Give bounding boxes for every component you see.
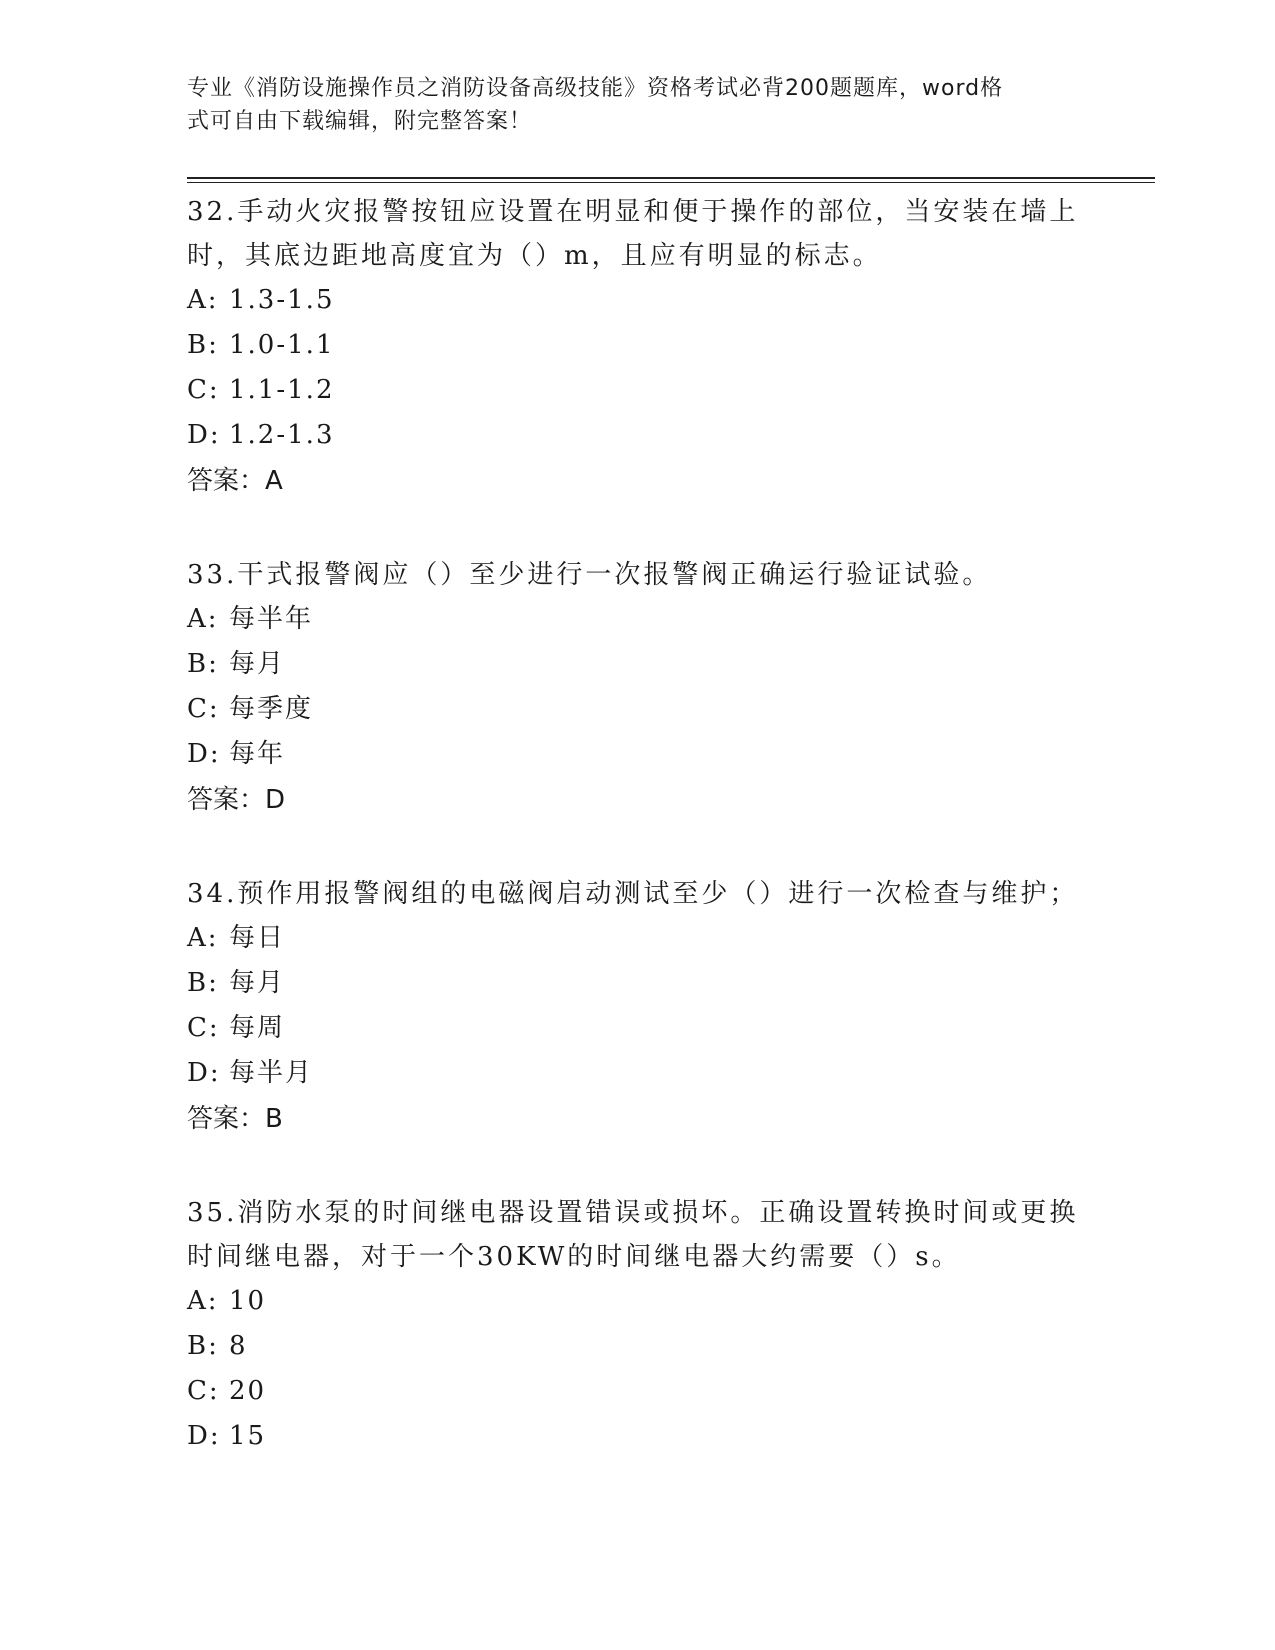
option-b [187,1324,1087,1369]
option-letter: A: [187,1286,219,1316]
header-divider-thick [187,177,1155,179]
option-letter: C: [187,1376,220,1406]
option-text: 8 [229,1331,248,1361]
option-text: 每月 [229,649,286,679]
question-35 [187,1191,1087,1459]
option-letter: D: [187,420,221,450]
option-letter: C: [187,694,220,724]
question-text: 32.手动火灾报警按钮应设置在明显和便于操作的部位，当安装在墙上 [187,197,1079,227]
answer-line: 答案：A [187,466,283,496]
option-b [187,323,1087,368]
option-letter: B: [187,968,219,998]
option-text: 每半年 [229,604,314,634]
question-text: 34.预作用报警阀组的电磁阀启动测试至少（）进行一次检查与维护； [187,879,1079,909]
option-text: 每日 [229,923,286,953]
option-letter: A: [187,604,219,634]
option-text: 每周 [229,1013,286,1043]
answer-line: 答案：B [187,1104,283,1134]
option-letter: D: [187,1421,221,1451]
option-letter: A: [187,923,219,953]
option-text: 1.3-1.5 [229,285,335,315]
header-line-1: 专业《消防设施操作员之消防设备高级技能》资格考试必背200题题库，word格 [187,76,1004,101]
option-letter: D: [187,739,221,769]
question-33 [187,553,1087,823]
option-a [187,916,1087,961]
option-text: 15 [229,1421,267,1451]
option-text: 每半月 [229,1058,314,1088]
option-d [187,413,1087,458]
header-line-2: 式可自由下载编辑，附完整答案！ [187,109,533,134]
answer-line: 答案：D [187,785,286,815]
option-letter: D: [187,1058,221,1088]
option-text: 每月 [229,968,286,998]
option-c [187,368,1087,413]
option-a [187,597,1087,642]
option-b [187,642,1087,687]
option-text: 每季度 [229,694,314,724]
option-c [187,1006,1087,1051]
option-text: 每年 [229,739,286,769]
option-d [187,1414,1087,1459]
option-text: 1.1-1.2 [229,375,335,405]
option-letter: B: [187,330,219,360]
question-text: 时，其底边距地高度宜为（）m，且应有明显的标志。 [187,241,882,271]
option-c [187,687,1087,732]
document-header [187,72,1087,138]
question-text: 时间继电器，对于一个30KW的时间继电器大约需要（）s。 [187,1242,961,1272]
question-list [187,190,1087,1508]
question-34 [187,872,1087,1142]
question-text: 35.消防水泵的时间继电器设置错误或损坏。正确设置转换时间或更换 [187,1198,1079,1228]
option-d [187,732,1087,777]
option-text: 10 [229,1286,267,1316]
header-divider-thin [187,182,1155,183]
option-b [187,961,1087,1006]
option-c [187,1369,1087,1414]
option-text: 20 [229,1376,267,1406]
question-32 [187,190,1087,504]
option-letter: A: [187,285,219,315]
question-text: 33.干式报警阀应（）至少进行一次报警阀正确运行验证试验。 [187,560,992,590]
option-text: 1.2-1.3 [229,420,335,450]
option-letter: C: [187,1013,220,1043]
option-a [187,1279,1087,1324]
option-d [187,1051,1087,1096]
option-text: 1.0-1.1 [229,330,335,360]
option-letter: B: [187,649,219,679]
option-letter: C: [187,375,220,405]
option-a [187,278,1087,323]
option-letter: B: [187,1331,219,1361]
